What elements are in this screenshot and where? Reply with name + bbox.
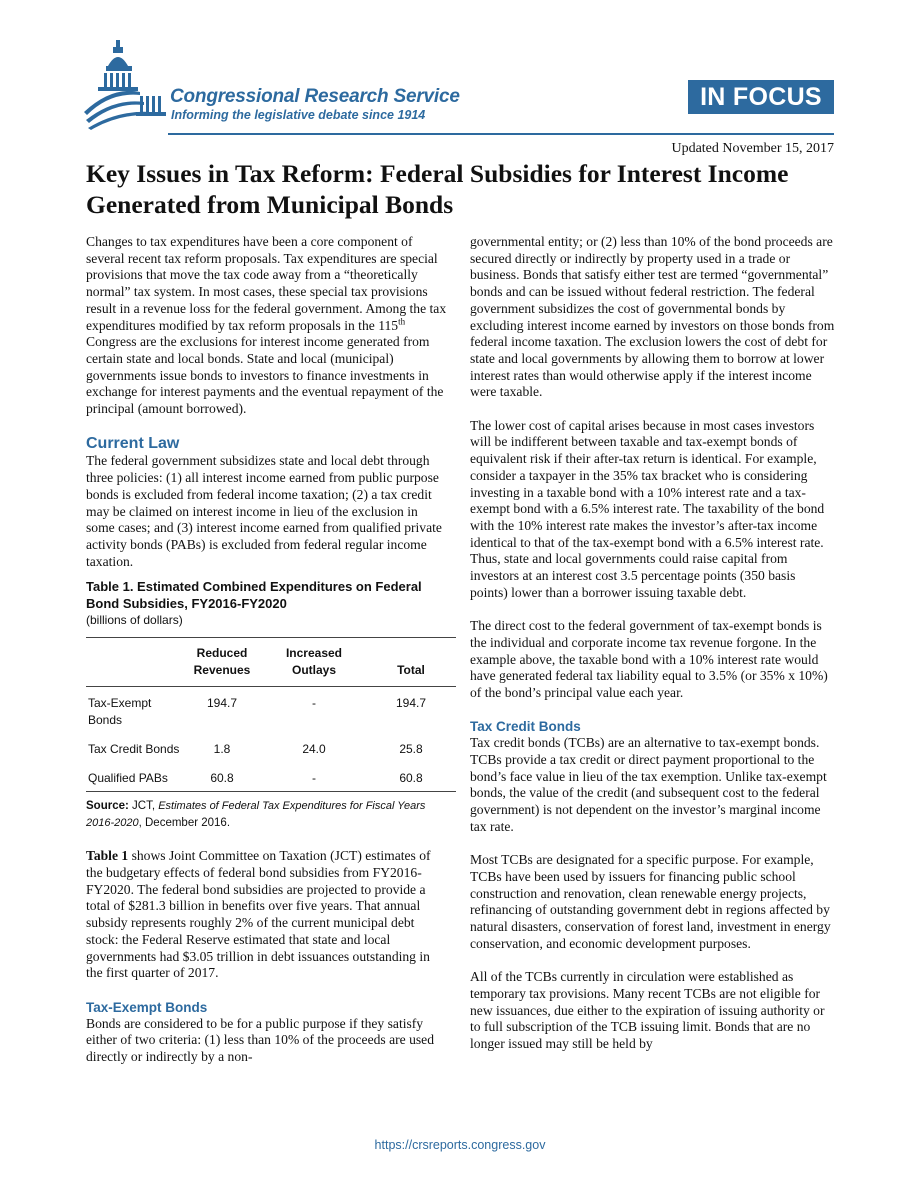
source-date: , December 2016. [138,817,231,830]
table-1 [86,578,448,832]
table-summary-paragraph [86,848,448,982]
table-row [86,762,456,792]
footer-url-link[interactable]: https://crsreports.congress.gov [374,1138,546,1152]
intro-text-a: Changes to tax expenditures have been a core component of several recent tax reform proposals. Tax expenditures are special provisions that move the tax code away from a “theoretically normal” tax system. In most cases, these special tax provisions result in a revenue loss for the federal government. Among the tax expenditures modified by tax reform proposals in the 115 [86,234,447,333]
cell-total: 194.7 [395,696,427,711]
tax-credit-bonds-paragraph: Tax credit bonds (TCBs) are an alternative to tax-exempt bonds. TCBs provide a tax credit or direct payment proportional to the bond’s face value in lieu of the tax exemption. Unlike tax-exempt bonds, the value of the credit (and subsequent cost to the federal government) is not dependent on the investor’s marginal income tax rate. [470,735,827,834]
current-law-heading: Current Law [86,435,180,453]
tcb-circulation-paragraph: All of the TCBs currently in circulation were established as temporary tax provisions. Many recent TCBs are not eligible for new issuances, due either to the expiration of issuing authority or to full subscription of the TCB issuing limit. Bonds that are no longer issued may still be held by [470,969,825,1051]
updated-date: Updated November 15, 2017 [671,141,834,156]
source-title: Estimates of Federal Tax Expenditures for Fiscal Years 2016-2020 [86,800,426,830]
header-increased-outlays: Increased Outlays [285,646,343,678]
right-column [470,234,836,1053]
cost-of-capital-paragraph: The lower cost of capital arises because in most cases investors will be indifferent between taxable and tax-exempt bonds of equivalent risk if their after-tax return is identical. For example, consider a taxpayer in the 35% tax bracket who is considering investing in a taxable bond with a 10% interest rate and a tax-exempt bond with a 6.5% interest rate. The taxability of the bond with the 10% interest rate makes the investor’s after-tax income identical to that of the tax-exempt bond with a 6.5% interest rate. Thus, state and local governments could raise capital from investors at an interest cost 3.5 percentage points (350 basis points) lower than a borrower issuing taxable debt. [470,417,825,600]
org-name: Congressional Research Service [170,86,460,107]
header-total: Total [397,663,425,678]
org-tagline: Informing the legislative debate since 1914 [171,108,426,122]
header-blank [86,638,182,687]
page-header [0,0,920,140]
intro-paragraph [86,234,448,418]
cell-increased: - [312,696,316,711]
table-row [86,733,456,762]
source-org: JCT, [128,800,159,813]
row-label: Tax-Exempt Bonds [88,696,152,728]
intro-superscript: th [398,315,406,326]
left-column [86,234,448,1066]
table-reference: Table 1 [86,848,129,864]
source-label: Source: [86,800,129,813]
tcb-purpose-paragraph: Most TCBs are designated for a specific purpose. For example, TCBs have been used by issuers for financing public school construction and renovation, clean renewable energy projects, refinancing of outstanding government debt in regions affected by natural disasters, conservation of forest land, investment in energy conservation, and economic development purposes. [470,852,831,951]
expenditures-table [86,637,456,792]
governmental-bonds-paragraph: governmental entity; or (2) less than 10% of the bond proceeds are secured directly or indirectly by property used in a trade or business. Bonds that satisfy either test are termed “governmental” bonds and can be issued without federal restriction. The federal government subsidizes the cost of governmental bonds by excluding interest income earned by investors on those bonds from federal income taxation. The exclusion lowers the cost of debt for state and local governments by allowing them to borrow at lower interest rates than would otherwise apply if the interest income were taxable. [470,234,835,400]
header-divider [168,133,834,135]
header-reduced-revenues: Reduced Revenues [193,646,251,678]
row-label: Qualified PABs [88,771,168,786]
cell-reduced: 1.8 [213,742,231,757]
cell-increased: - [312,771,316,786]
table-source [86,798,448,832]
cell-total: 25.8 [399,742,423,757]
cell-increased: 24.0 [302,742,326,757]
tax-exempt-paragraph: Bonds are considered to be for a public purpose if they satisfy either of two criteria: (1) less than 10% of the proceeds are used directly or indirectly by a non- [86,1015,435,1065]
document-title: Key Issues in Tax Reform: Federal Subsidies for Interest Income Generated from Municipal Bonds [86,159,789,219]
table-header-row [86,638,456,687]
capitol-dome-icon [84,40,166,130]
cell-total: 60.8 [399,771,423,786]
table-title: Table 1. Estimated Combined Expenditures on Federal Bond Subsidies, FY2016-FY2020 [86,579,422,612]
tax-credit-bonds-heading: Tax Credit Bonds [470,719,581,735]
table-row [86,687,456,734]
cell-reduced: 60.8 [210,771,234,786]
series-badge: IN FOCUS [688,80,834,114]
summary-text: shows Joint Committee on Taxation (JCT) estimates of the budgetary effects of federal bond subsidies from FY2016-FY2020. The federal bond subsidies are projected to provide a total of $281.3 billion in benefits over five years. That annual subsidy represents roughly 2% of the current municipal debt stock: the Federal Reserve estimated that state and local governments had $3.05 trillion in debt issuances outstanding in the first quarter of 2017. [86,848,431,981]
intro-text-b: Congress are the exclusions for interest income generated from certain state and local bonds. State and local (municipal) governments issue bonds to investors to finance investments in exchange for interest payments and the eventual repayment of the principal (amount borrowed). [86,334,444,417]
current-law-paragraph: The federal government subsidizes state and local debt through three policies: (1) all interest income earned from public purpose bonds is excluded from federal income taxation; (2) a tax credit may be claimed on interest income in lieu of the exclusion in some cases; and (3) interest income earned from qualified private activity bonds (PABs) is excluded from federal regular income taxation. [86,453,442,569]
row-label: Tax Credit Bonds [88,742,180,757]
direct-cost-paragraph: The direct cost to the federal government of tax-exempt bonds is the individual and corporate income tax revenue forgone. In the example above, the taxable bond with a 10% interest rate would have generated federal tax liability equal to 3.5% (or 35% x 10%) of the bond’s principal value each year. [470,618,828,700]
table-units: (billions of dollars) [86,613,183,628]
cell-reduced: 194.7 [206,696,238,711]
tax-exempt-heading: Tax-Exempt Bonds [86,999,208,1015]
